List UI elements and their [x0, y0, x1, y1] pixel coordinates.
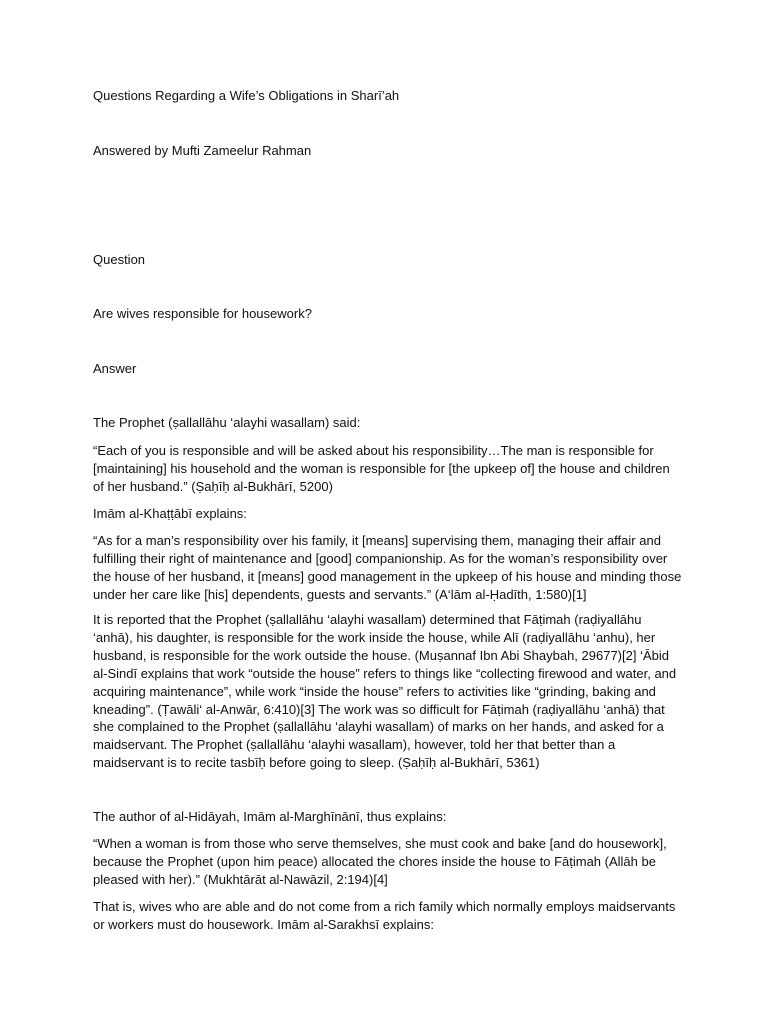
- paragraph-khattabi-intro: Imām al-Khaṭṭābī explains:: [93, 506, 247, 521]
- author-byline: Answered by Mufti Zameelur Rahman: [93, 143, 312, 158]
- answer-heading: Answer: [93, 361, 137, 376]
- paragraph-fatimah-report: It is reported that the Prophet (ṣallallāhu ‘alayhi wasallam) determined that Fāṭimah (raḍiyallāhu ‘anhā), his daughter, is responsible for the work inside the house, while Alī (raḍiyallāhu ‘anhu), her husband, is responsible for the work outside the house. (Muṣannaf Ibn Abi Shaybah, 29677)[2] ‘Ābid al-Sindī explains that work “outside the house” refers to things like “collecting firewood and water, and acquiring maintenance”, while work “inside the house” refers to activities like “grinding, baking and kneading”. (Ṭawāli‘ al-Anwār, 6:410)[3] The work was so difficult for Fāṭimah (raḍiyallāhu ‘anhā) that she complained to the Prophet (ṣallallāhu ‘alayhi wasallam) of marks on her hands, and asked for a maidservant. The Prophet (ṣallallāhu ‘alayhi wasallam), however, told her that better than a maidservant is to recite tasbīḥ before going to sleep. (Ṣaḥīḥ al-Bukhārī, 5361): [93, 612, 677, 771]
- paragraph-khattabi-quote: “As for a man’s responsibility over his family, it [means] supervising them, managing their affair and fulfilling their right of maintenance and [good] companionship. As for the woman’s responsibility over the house of her husband, it [means] good management in the upkeep of his house and minding those under her care like [his] dependents, guests and servants.” (A‘lām al-Ḥadīth, 1:580)[1]: [93, 533, 682, 602]
- question-heading: Question: [93, 252, 146, 267]
- question-text: Are wives responsible for housework?: [93, 306, 312, 321]
- paragraph-hidayah-intro: The author of al-Hidāyah, Imām al-Marghīnānī, thus explains:: [93, 809, 447, 824]
- document-title: Questions Regarding a Wife’s Obligations in Sharī’ah: [93, 88, 400, 103]
- paragraph-conclusion: That is, wives who are able and do not come from a rich family which normally employs maidservants or workers must do housework. Imām al-Sarakhsī explains:: [93, 899, 676, 932]
- paragraph-hadith-quote: “Each of you is responsible and will be asked about his responsibility…The man is responsible for [maintaining] his household and the woman is responsible for [the upkeep of] the house and children of her husband.” (Ṣaḥīḥ al-Bukhārī, 5200): [93, 443, 670, 494]
- paragraph-marghinani-quote: “When a woman is from those who serve themselves, she must cook and bake [and do housework], because the Prophet (upon him peace) allocated the chores inside the house to Fāṭimah (Allāh be pleased with her).” (Mukhtārāt al-Nawāzil, 2:194)[4]: [93, 836, 667, 887]
- paragraph-prophet-said: The Prophet (ṣallallāhu ‘alayhi wasallam) said:: [93, 415, 361, 430]
